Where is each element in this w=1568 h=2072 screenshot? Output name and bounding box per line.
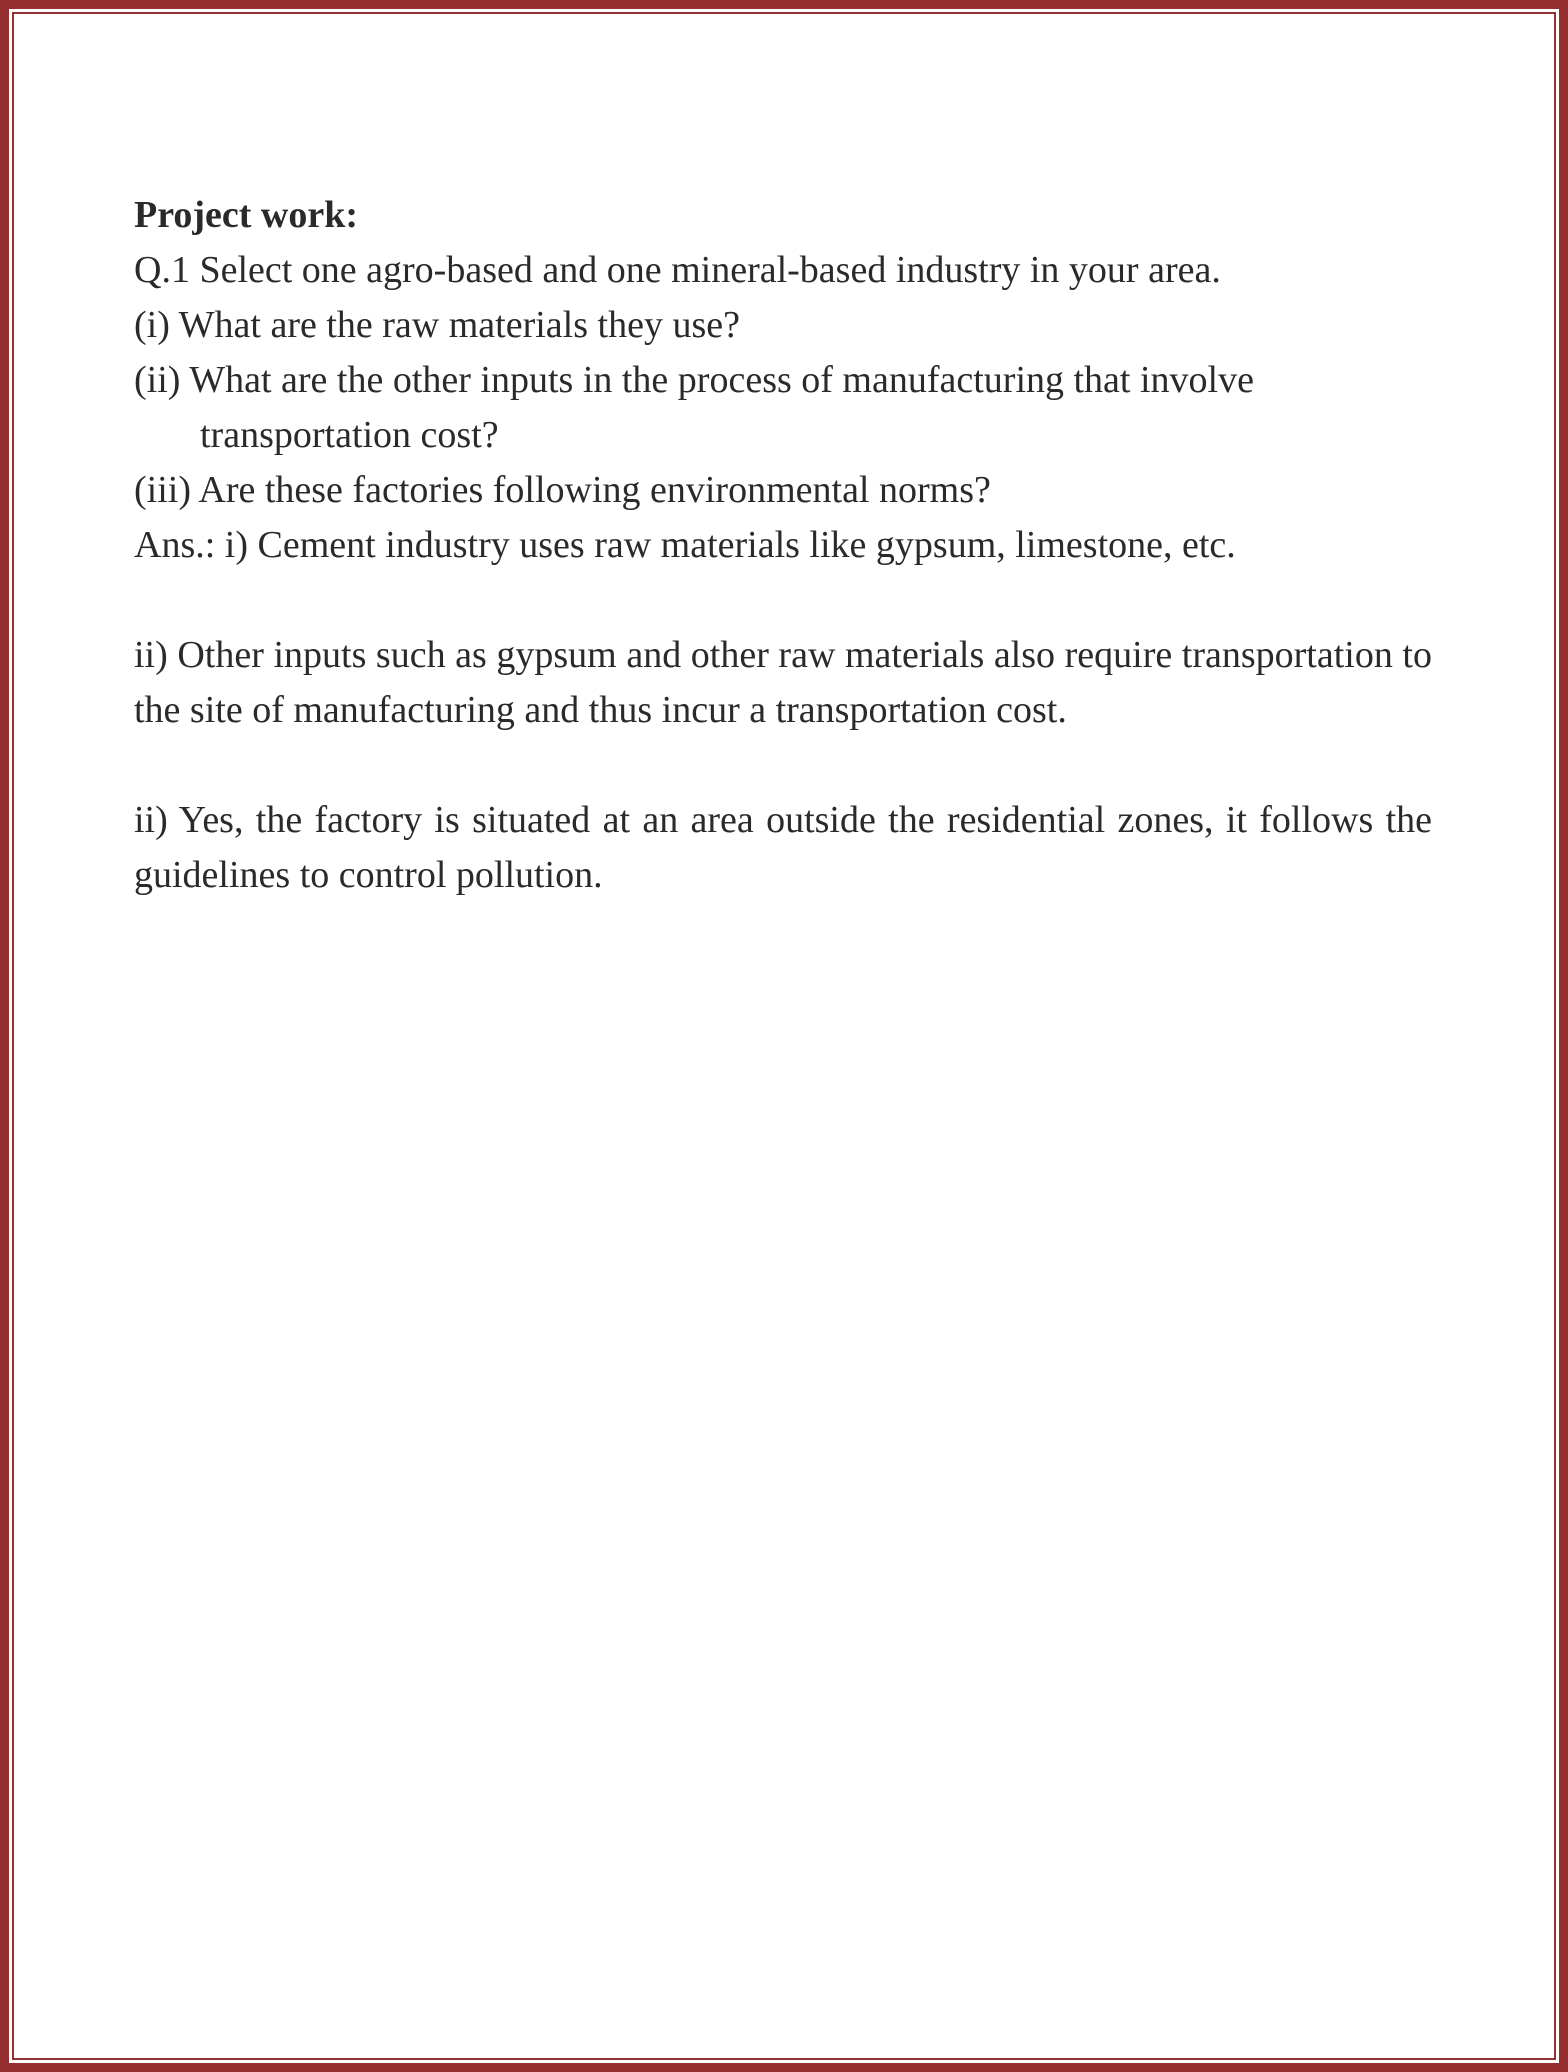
spacer bbox=[134, 738, 1432, 793]
answer-1: Ans.: i) Cement industry uses raw materials like gypsum, limestone, etc. bbox=[134, 524, 1236, 566]
sub-question-3: (iii) Are these factories following environmental norms? bbox=[134, 469, 991, 511]
sub-question-1: (i) What are the raw materials they use? bbox=[134, 304, 740, 346]
document-content bbox=[134, 188, 1432, 903]
spacer bbox=[134, 573, 1432, 628]
answer-2: ii) Other inputs such as gypsum and other raw materials also require transportation to the site of manufacturing and thus incur a transportation cost. bbox=[134, 634, 1432, 731]
question-text: Q.1 Select one agro-based and one mineral-based industry in your area. bbox=[134, 249, 1221, 291]
section-heading: Project work: bbox=[134, 194, 359, 236]
sub-question-2: (ii) What are the other inputs in the process of manufacturing that involve bbox=[134, 359, 1254, 401]
sub-question-2-continued: transportation cost? bbox=[200, 414, 499, 456]
answer-3: ii) Yes, the factory is situated at an area outside the residential zones, it follows the guidelines to control pollution. bbox=[134, 799, 1432, 896]
